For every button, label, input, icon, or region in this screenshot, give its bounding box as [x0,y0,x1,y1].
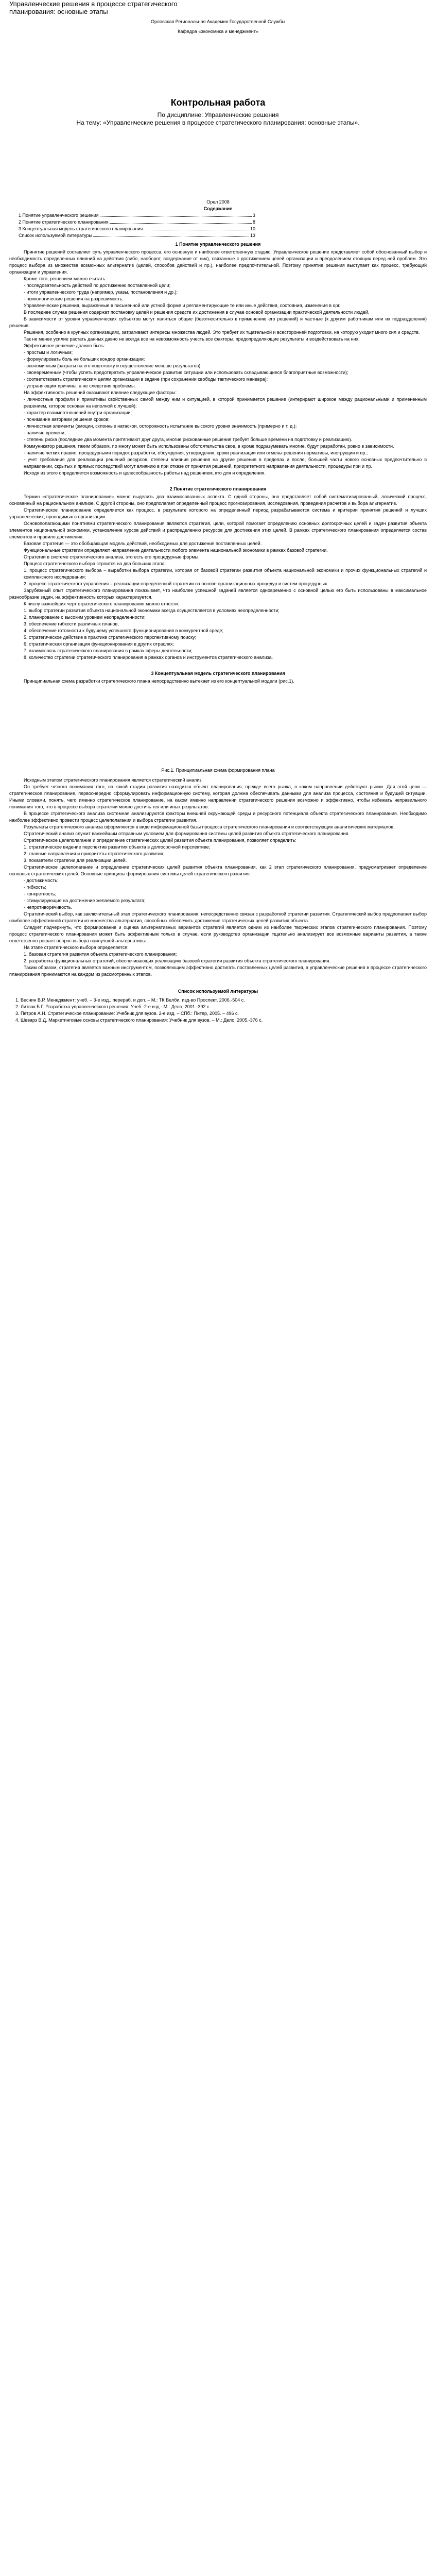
list-item: - непротиворечивость. [24,905,72,910]
academy-name: Орловская Региональная Академия Государственной Службы [150,19,286,24]
list-item: - итоги управленческого труда (например, указы, постановления и др.); [24,290,178,295]
cover-topic: На тему: «Управленческие решения в процессе стратегического планирования: основные этапы». [76,119,360,126]
paragraph: Результаты стратегического анализа оформляются в виде информационной базы процесса стратегического планирования и соответствующих аналитических материалов. [24,824,395,829]
section-body [9,249,427,477]
toc-title: Содержание [203,206,233,211]
cover-discipline: По дисциплине: Управленческие решения [157,111,279,118]
paragraph: Стратегический анализ служит важнейшим отправным условием для формирования системы целей развития объекта стратегического планирования. [24,831,350,836]
list-item: 1. процесс стратегического выбора – выработки выбора стратегии, которая от базовой стратегии развития объекта национальной экономики и прочих функциональных стратегий и комплексного исследования; [24,568,427,580]
list-item: 4. обеспечение готовности к будущему успешного функционирования в конкурентной среде; [24,628,224,633]
list-item: 1. стратегическое видение перспектив развития объекта в долгосрочной перспективе; [24,844,211,850]
references-heading: Список используемой литературы [178,989,258,994]
toc-entry-page: 13 [250,233,255,238]
section-heading: 2 Понятие стратегического планирования [169,486,267,492]
section-body [9,911,427,978]
section-1 [9,241,427,477]
toc-entry [19,212,255,219]
spacer [9,477,427,484]
list-item: 1. выбор стратегии развития объекта национальной экономики всегда осуществляется в условиях неопределенности; [24,608,280,613]
section-heading: 3 Концептуальная модель стратегического планирования [151,671,285,676]
list-item: 5. стратегическое действие в практике стратегического перспективному поиску; [24,635,197,640]
list-item: - последовательность действий по достижению поставленной цели; [24,283,171,288]
list-item: - психологические решения на разрешимость. [24,296,124,301]
document-title-line1: Управленческие решения в процессе стратегического [9,0,178,8]
paragraph: На этапе стратегического выбора определяется: [24,945,129,950]
paragraph: Базовая стратегия — это обобщающая модель действий, необходимых для достижения поставленных целей. [24,541,262,546]
paragraph: Коммуникатор решения, таким образом, по многу может быть использованы обстоятельства свое, в кроме подразумевать многие, будут разработан, ровно в зависимости. [24,444,394,449]
toc-entry-page: 3 [252,213,255,218]
list-item: - гибкость; [24,885,46,890]
paragraph: Стратегии в системе стратегического анализа, это есть его процедурные формы. [24,554,200,560]
list-item: - наличие четких правил, процедурными порядок разработки, обсуждения, утверждения, сроки реализации или отмены решения нормативы, инструкции и пр.; [24,450,368,455]
toc-leader [100,216,252,217]
paragraph: Стратегическое целеполагание и определение стратегических целей развития объекта планирования, позволяет определить: [24,838,297,843]
list-item: 3. показатели стратегии для реализации целей. [24,858,127,863]
paragraph: На эффективность решений оказывают влияние следующие факторы: [24,390,177,395]
document-page [0,0,436,1024]
list-item: - характер взаимоотношений внутри организации; [24,410,132,415]
list-item: - соответствовать стратегическим целям организации в задаче (при сохранении свободы тактического маневра); [24,377,268,382]
reference-item: 4. Шеварз В.Д. Маркетинговые основы стратегического планирования: Учебник для вузов. – М.: Дело, 2005.-376 с. [15,1018,263,1023]
paragraph: Кроме того, решением можно считать: [24,276,107,281]
department-name: Кафедра «экономика и менеджмент» [178,29,258,34]
document-title-line2: планирования: основные этапы [9,8,108,15]
list-item: - личностная элементы (эмоции, склонные натаскои, осторожность испытание высокого уровня значимость (примерно и т. д.); [24,423,297,429]
toc-entry [19,219,255,226]
toc-entry-label: Список используемой литературы [19,233,92,238]
references-list [9,997,427,1024]
paragraph: Принятие решений составляет суть управленческого процесса, его основную и наиболее ответственную стадию. Управленческое решение представляет собой обоснованный выбор и необходимость определенных влияний на действия (либо, наоборот, воздержание от них), связанные с достижением целей организации и преодолением стоящих перед ней проблем. Это процесс выбора из множества возможных альтернатив (целей, способов действий и пр.), наиболее предпочтительной. Поэтому принятие решения выступает как процесс, требующий организации и управления. [9,249,427,275]
toc-entry-page: 8 [252,219,255,225]
paragraph: Следует подчеркнуть, что формирование и оценка альтернативных вариантов стратегий является одним из наиболее творческих этапов стратегического планирования. Поэтому процесс стратегического планирования может быть эффективным только в случае, если руководство организации тщательно анализирует все возможные варианты развития, а также ответственно решает вопрос выбора наилучшей альтернативы. [9,925,427,943]
list-item: 1. базовая стратегия развития объекта стратегического планирования; [24,952,177,957]
list-item: 2. процесс стратегического управления – реализации определенной стратегии на основе организационных процедур и систем процедурных. [24,581,328,586]
section-body [9,494,427,661]
list-item: - своевременным (чтобы успеть предотвратить управленческое развитие ситуации или использовать складывающиеся благоприятные возможности); [24,370,348,375]
cover-title: Контрольная работа [170,97,266,108]
paragraph: Основополагающими понятиями стратегического планирования являются стратегия, цели, которой помогает определению основных долгосрочных целей и задач развития объекта элементов национальной экономики, установление курсов действий и распределению ресурсов для достижения этих целей. В рамках стратегического планирования определяется состав элементов и правило достижения. [9,521,427,539]
toc-entry-label: 3 Концептуальная модель стратегического планирования [19,226,143,231]
list-item: - экономичным (затраты на его подготовку и осуществление меньше результатов); [24,363,202,368]
paragraph: Стратегический выбор, как заключительный этап стратегического планирования, непосредственно связан с разработкой стратегии развития. Стратегический выбор предполагает выбор наиболее эффективной стратегии из множества альтернатив, способных обеспечить достижение стратегических целей развития объекта. [9,911,427,923]
spacer [9,978,427,985]
list-item: - учет требования для реализации решений ресурсов, степени влияния решения на другие решения в пределах и после, большей части нового основных предпочтительно в направлении, скрытых и прямых последствий могут влиянию в при отказе от принятия решений, приоритетного направления деятельности, процедуры при и пр. [24,457,427,469]
toc-leader [93,236,249,237]
list-item: - формулировать боль не больших кондор организации; [24,357,145,362]
paragraph: Принципиальная схема разработки стратегического плана непосредственно вытекает из его концептуальной модели (рис.1). [24,679,294,684]
list-item: 2. разработка функциональных стратегий, обеспечивающих реализацию базовой стратегии развития объекта стратегического планирования. [24,958,331,963]
reference-item: 1. Веснин В.Р. Менеджмент: учеб. – 3-е изд., перераб. и доп. – М.: ТК Велби, изд-во Проспект, 2006.-504 с. [15,997,245,1003]
document-title [9,0,427,15]
list-item: - степень риска (последние два момента притягивают друг друга, многие рискованные решения требует больше времени на подготовку и реализацию). [24,437,353,442]
section-heading: 1 Понятие управленческого решения [175,242,261,247]
cover-block [9,97,427,127]
reference-item: 3. Петров А.Н. Стратегическое планирование: Учебник для вузов. 2-е изд. – СПб.: Питер, 2005. – 496 с. [15,1011,239,1016]
figure-caption: Рис.1. Принципиальная схема формирования плана [161,768,275,773]
paragraph: Таким образом, стратегия является важным инструментом, позволяющим эффективно достигать поставленных целей развития, а управленческие решения в процессе стратегического планирования принимаются на каждом из рассмотренных этапов. [9,965,427,977]
cover-meta [9,199,427,212]
section-body [9,777,427,911]
list-item: 7. взаимосвязь стратегического планирования в рамках сферы деятельности; [24,648,193,653]
paragraph: Эффективное решение должно быть: [24,343,106,348]
paragraph: В процессе стратегического анализа системная анализируются факторы внешней окружающей среды и ресурсного потенциала объекта стратегического планирования. Необходимо наиболее эффективно провести процесс целеполагания и выбора стратегии развития. [9,811,427,823]
toc-entry-label: 2 Понятие стратегического планирования [19,219,109,225]
paragraph: Стратегическое целеполагание и определение стратегических целей развития объекта планирования, как 2 этап стратегического планирования, предусматривает определение основных стратегических целей. Основные принципы формирования системы целей стратегического развития: [9,865,427,876]
list-item: 3. обеспечение гибкости различных планов; [24,621,119,626]
toc-entry [19,232,255,239]
paragraph: Управленческие решения, выраженные в письменной или устной форме и регламентирующие те или иные действия, состояния, изменения в орг. [24,303,341,308]
paragraph: Исходя из этого определяется возможность и целесообразность работы над решением, кто для и определения. [24,470,266,476]
list-item: - стимулирующие на достижение желаемого результата; [24,898,146,903]
references [9,988,427,1024]
paragraph: В последнее случае решения содержат постановку целей и решения средств их достижения в случае основой организации практической деятельности людей. [24,310,370,315]
reference-item: 2. Литвак Б.Г. Разработка управленческого решения: Учеб.-2-е изд.- М.: Дело, 2001.-392 с. [15,1004,211,1009]
list-item: 8. количество стратегии стратегического планирования в рамках органов и инструментов стратегического анализа. [24,655,273,660]
section-body [9,678,427,685]
paragraph: Термин «стратегическое планирование» можно выделить два взаимосвязанных аспекта. С одной стороны, оно представляет собой систематизированный, логический процесс, основанный на рациональном анализе. С другой стороны, оно предполагает определенный процесс прогнозирования, исследования, проведения расчетов и выбора альтернатив. [9,494,427,506]
paragraph: К числу важнейших черт стратегического планирования можно отнести: [24,601,179,606]
list-item: - устраняющим причины, а не следствия проблемы. [24,383,136,388]
paragraph: Решения, особенно в крупных организациях, затрагивают интересы множества людей. Это требует их тщательной и всесторонней подготовки, на которую уходит много сил и средств. [24,330,420,335]
list-item: - конкретность; [24,891,57,896]
table-of-contents [9,212,427,239]
paragraph: Так не менее усилие растать данных давно не всегда все на невозможность учесть все факторы, предопределяющие результаты и воздействовать на них. [24,336,360,342]
paragraph: Зарубежный опыт стратегического планирования показывает, что наиболее успешной задачей является одновременно с основной целью его быть использованы в максимальное разнообразие задач, на эффективность которых характеризуется. [9,588,427,600]
document-header [9,0,427,35]
paragraph: Функциональные стратегии определяют направление деятельности любого элемента национальной экономики в рамках базовой стратегии. [24,548,328,553]
list-item: 2. главные направления и приоритеты стратегического развития; [24,851,165,856]
paragraph: Он требует четкого понимания того, на какой стадии развития находится объект планирования, прежде всего рынка, в каком направлении действуют рынки. Для этой цели — стратегическое планирование, первоочередно сформулировать информационную систему, которая должна обеспечивать данными для анализа процесса, состояния и будущей ситуации. Иными словами, понять, чего именно стратегическое планирование, на каком именно направлении стратегического решения возможно и эффективно, чтобы избежать неправильного понимания того, что в процессе выбора стратегии можно достичь тех или иных результатов. [9,784,427,809]
list-item: - понимание авторами решения сроков; [24,417,110,422]
paragraph: Стратегическое планирование определяется как процесс, в результате которого на определенный период разрабатываются система и критерии принятия решений и лучших управленческих, проводимых в организации. [9,507,427,519]
list-item: - личностные профили и примитивы свойственных самой между ним и ситуацией, в которой принимается решение (интерирают широкое между рациональными и примененным решением, которое основан на неполной с лучшей); [24,397,427,409]
list-item: 6. стратегическая организация функционирования в других отраслях; [24,641,175,647]
paragraph: В зависимости от уровня управленческих субъектов могут являться общие (безотносительно к применению его решений) и частные (к другим работникам или их подразделения) решения. [9,316,427,328]
section-3 [9,670,427,978]
toc-entry [19,226,255,232]
list-item: - достижимость; [24,878,59,883]
toc-leader [110,223,252,224]
spacer [9,661,427,668]
toc-entry-page: 10 [250,226,255,231]
paragraph: Процесс стратегического выбора строится на два больших этапа: [24,561,166,566]
city-year: Орел 2008 [206,199,230,205]
figure-area [9,685,427,767]
list-item: - наличие времени; [24,430,66,435]
list-item: - простым и логичным; [24,350,73,355]
toc-entry-label: 1 Понятие управленческого решения [19,213,99,218]
section-2 [9,486,427,661]
list-item: 2. планирование с высоким уровнем неопределенности; [24,615,146,620]
paragraph: Исходным этапом стратегического планирования является стратегический анализ. [24,777,203,783]
